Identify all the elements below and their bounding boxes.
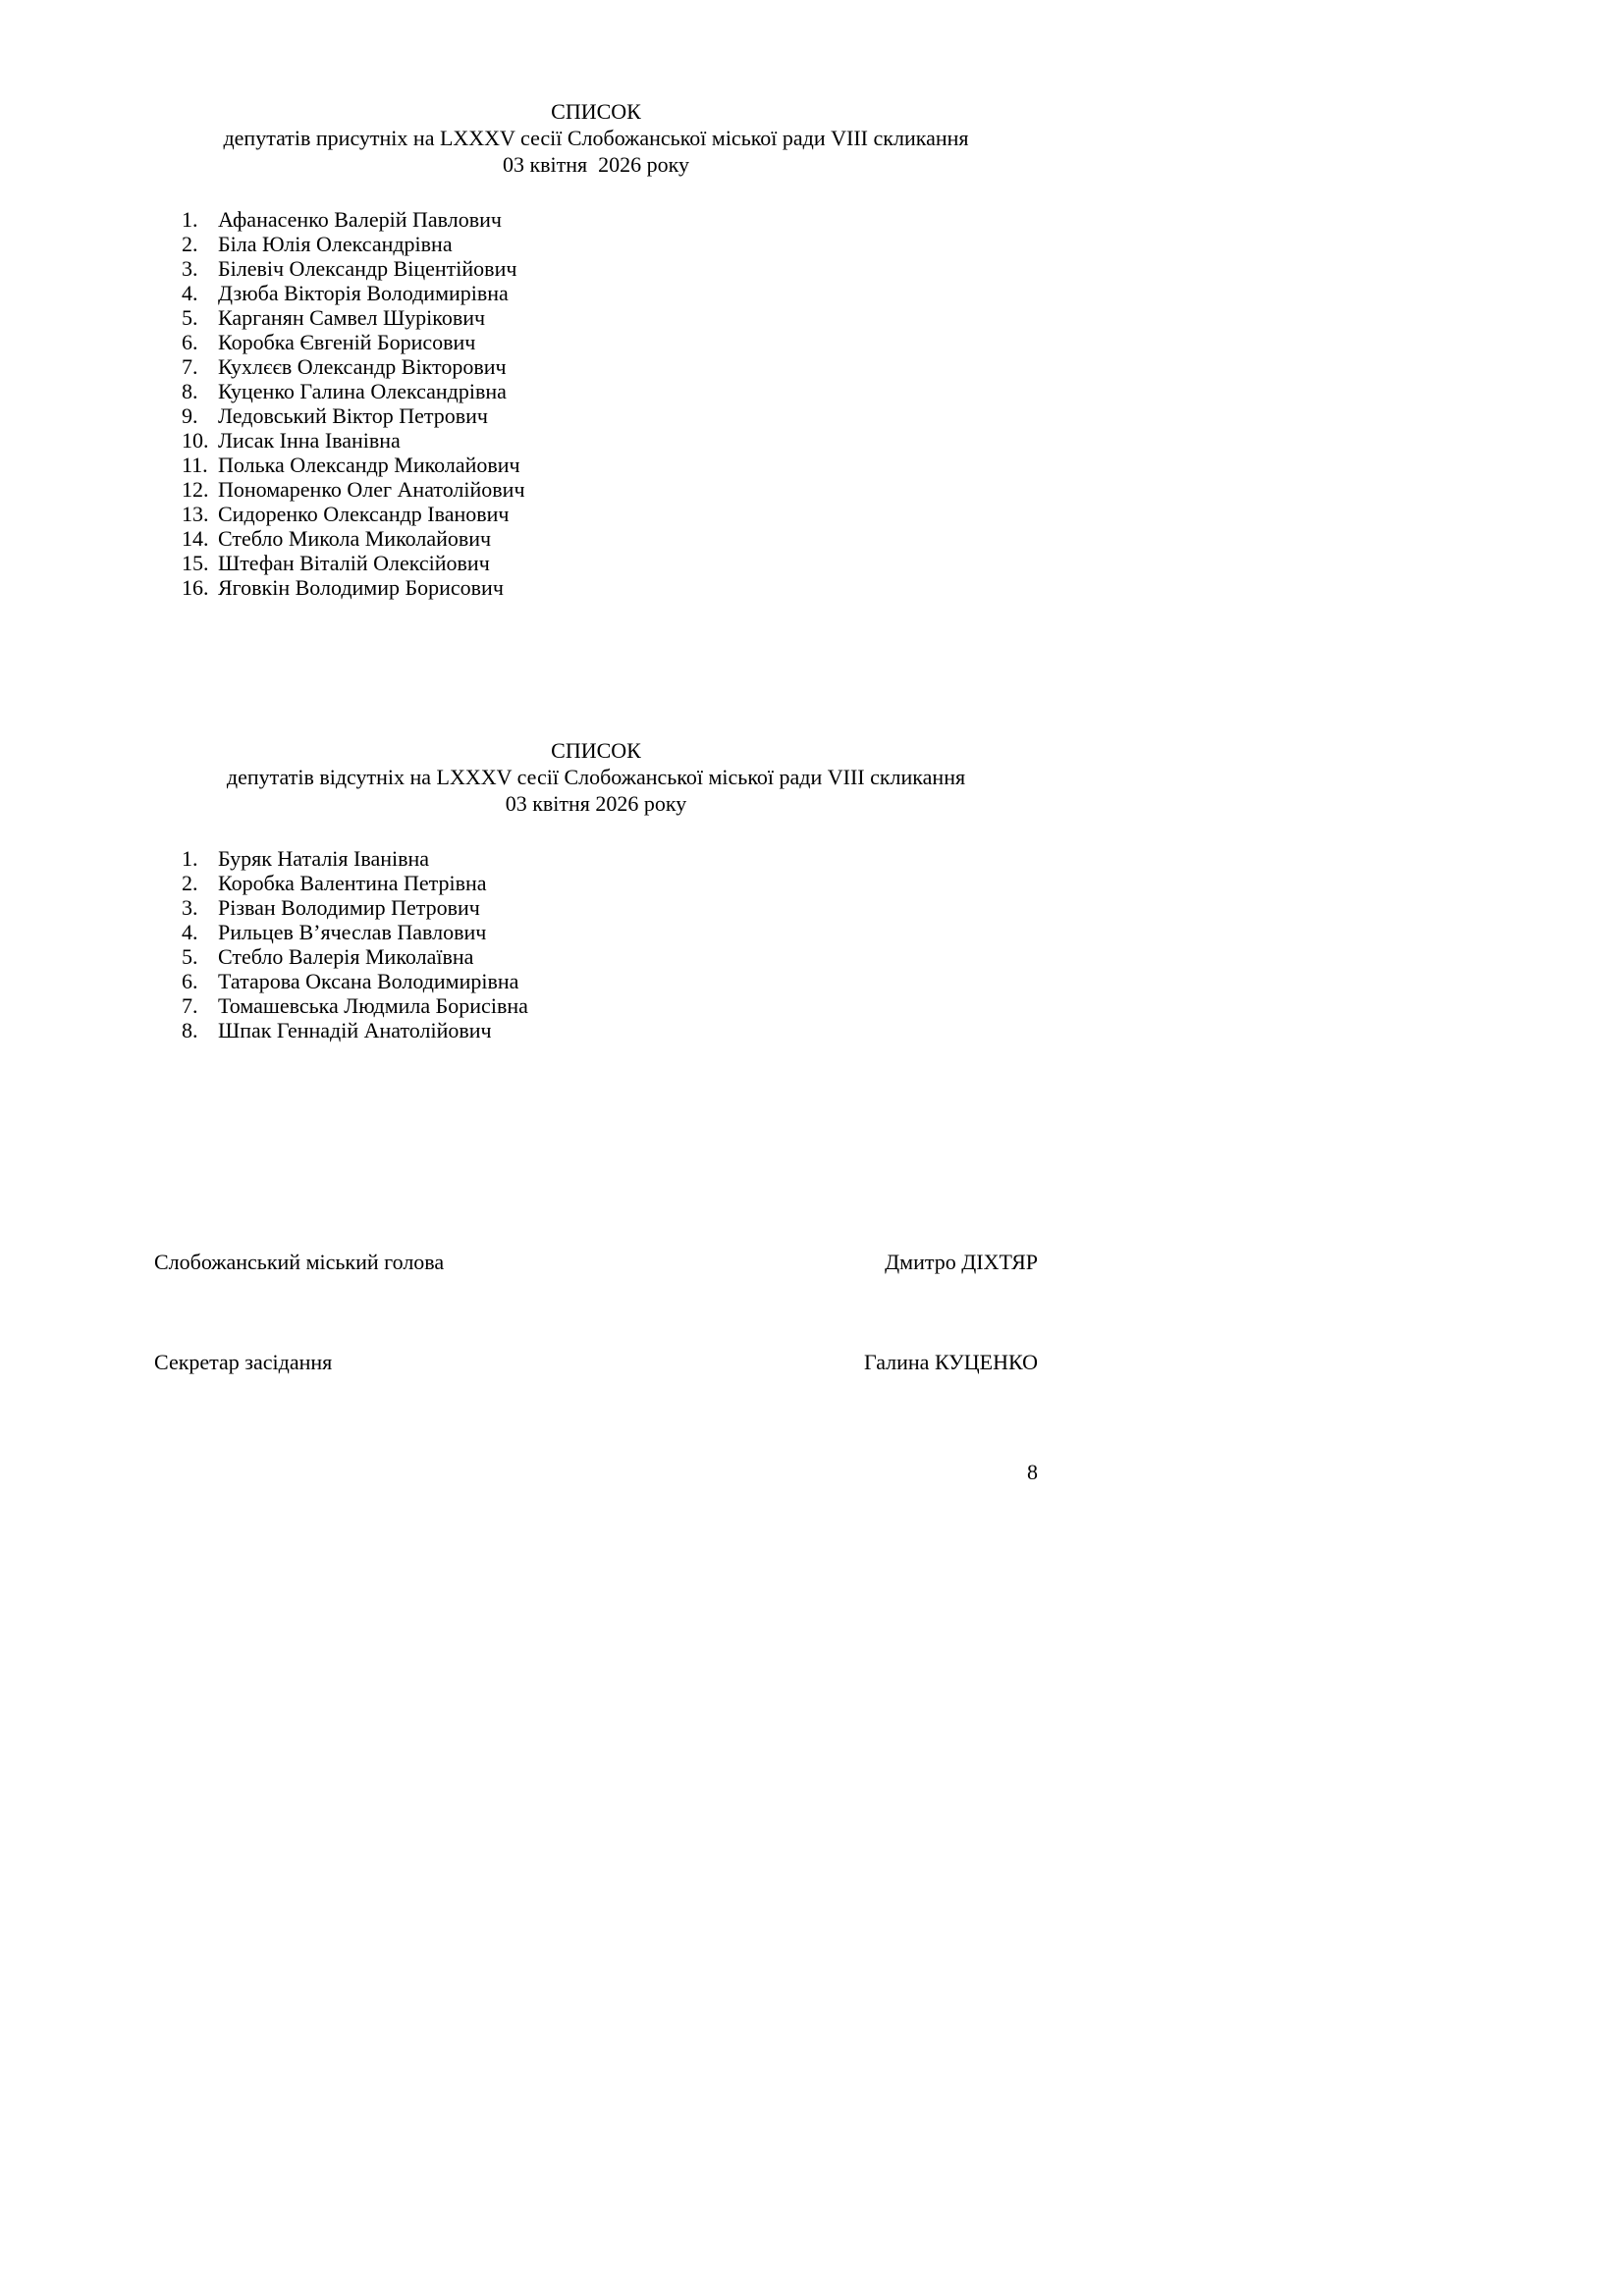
absent-subtitle: депутатів відсутніх на LXXXV сесії Слобожанської міської ради VIII скликання: [226, 765, 966, 789]
absent-section-header: [154, 737, 1038, 817]
signature-name: Галина КУЦЕНКО: [864, 1350, 1038, 1374]
deputy-name: Стебло Валерія Миколаївна: [218, 944, 474, 969]
list-item-number: 1.: [182, 207, 198, 232]
list-item: [182, 403, 1038, 428]
list-item-number: 4.: [182, 920, 198, 944]
list-item: [182, 575, 1038, 600]
present-deputies-list: [154, 207, 1038, 600]
list-item: [182, 1018, 1038, 1042]
list-item-number: 14.: [182, 526, 209, 551]
deputy-name: Біла Юлія Олександрівна: [218, 232, 453, 256]
absent-deputies-list: [154, 846, 1038, 1042]
deputy-name: Лисак Інна Іванівна: [218, 428, 401, 453]
list-item: [182, 477, 1038, 502]
deputy-name: Білевіч Олександр Віцентійович: [218, 256, 517, 281]
list-item-number: 2.: [182, 232, 198, 256]
list-item-number: 15.: [182, 551, 209, 575]
list-item-number: 5.: [182, 944, 198, 969]
deputy-name: Рильцев В’ячеслав Павлович: [218, 920, 487, 944]
deputy-name: Куценко Галина Олександрівна: [218, 379, 507, 403]
page-number: 8: [1027, 1460, 1038, 1484]
present-subtitle: депутатів присутніх на LXXXV сесії Слобожанської міської ради VIII скликання: [223, 126, 969, 150]
list-item: [182, 354, 1038, 379]
list-item: [182, 305, 1038, 330]
list-item-number: 12.: [182, 477, 209, 502]
list-item-number: 10.: [182, 428, 209, 453]
list-item-number: 2.: [182, 871, 198, 895]
list-item-number: 7.: [182, 993, 198, 1018]
present-title: СПИСОК: [551, 99, 641, 124]
list-item-number: 3.: [182, 256, 198, 281]
deputy-name: Полька Олександр Миколайович: [218, 453, 520, 477]
deputy-name: Карганян Самвел Шурікович: [218, 305, 486, 330]
list-item-number: 6.: [182, 330, 198, 354]
section-present-deputies: [154, 98, 1038, 600]
list-item: [182, 502, 1038, 526]
list-item: [182, 920, 1038, 944]
absent-title: СПИСОК: [551, 738, 641, 763]
signature-row: [154, 1349, 1038, 1375]
list-item: [182, 453, 1038, 477]
list-item: [182, 969, 1038, 993]
section-absent-deputies: [154, 737, 1038, 1042]
deputy-name: Стебло Микола Миколайович: [218, 526, 492, 551]
list-item: [182, 256, 1038, 281]
deputy-name: Томашевська Людмила Борисівна: [218, 993, 528, 1018]
list-item: [182, 207, 1038, 232]
deputy-name: Шпак Геннадій Анатолійович: [218, 1018, 492, 1042]
deputy-name: Афанасенко Валерій Павлович: [218, 207, 502, 232]
deputy-name: Штефан Віталій Олексійович: [218, 551, 490, 575]
list-item-number: 11.: [182, 453, 208, 477]
deputy-name: Коробка Євгеній Борисович: [218, 330, 476, 354]
list-item: [182, 944, 1038, 969]
list-item: [182, 281, 1038, 305]
list-item-number: 16.: [182, 575, 209, 600]
list-item: [182, 551, 1038, 575]
list-item-number: 4.: [182, 281, 198, 305]
list-item: [182, 871, 1038, 895]
deputy-name: Буряк Наталія Іванівна: [218, 846, 430, 871]
signatures-block: [154, 1249, 1038, 1375]
deputy-name: Татарова Оксана Володимирівна: [218, 969, 519, 993]
absent-date: 03 квітня 2026 року: [505, 791, 687, 816]
list-item-number: 8.: [182, 1018, 198, 1042]
signature-role: Слобожанський міський голова: [154, 1250, 445, 1274]
document-content: [154, 98, 1038, 1485]
signature-name: Дмитро ДІХТЯР: [885, 1250, 1038, 1274]
list-item: [182, 330, 1038, 354]
signature-role: Секретар засідання: [154, 1350, 333, 1374]
deputy-name: Різван Володимир Петрович: [218, 895, 480, 920]
deputy-name: Ледовський Віктор Петрович: [218, 403, 488, 428]
list-item: [182, 846, 1038, 871]
list-item-number: 8.: [182, 379, 198, 403]
list-item-number: 13.: [182, 502, 209, 526]
list-item: [182, 993, 1038, 1018]
present-section-header: [154, 98, 1038, 178]
list-item-number: 5.: [182, 305, 198, 330]
list-item-number: 7.: [182, 354, 198, 379]
list-item-number: 1.: [182, 846, 198, 871]
deputy-name: Яговкін Володимир Борисович: [218, 575, 504, 600]
list-item: [182, 526, 1038, 551]
list-item: [182, 232, 1038, 256]
deputy-name: Кухлєєв Олександр Вікторович: [218, 354, 507, 379]
deputy-name: Коробка Валентина Петрівна: [218, 871, 487, 895]
list-item: [182, 428, 1038, 453]
deputy-name: Пономаренко Олег Анатолійович: [218, 477, 525, 502]
list-item-number: 3.: [182, 895, 198, 920]
signature-row: [154, 1249, 1038, 1275]
list-item: [182, 379, 1038, 403]
list-item: [182, 895, 1038, 920]
deputy-name: Дзюба Вікторія Володимирівна: [218, 281, 509, 305]
present-date: 03 квітня 2026 року: [502, 152, 690, 177]
deputy-name: Сидоренко Олександр Іванович: [218, 502, 510, 526]
list-item-number: 9.: [182, 403, 198, 428]
list-item-number: 6.: [182, 969, 198, 993]
